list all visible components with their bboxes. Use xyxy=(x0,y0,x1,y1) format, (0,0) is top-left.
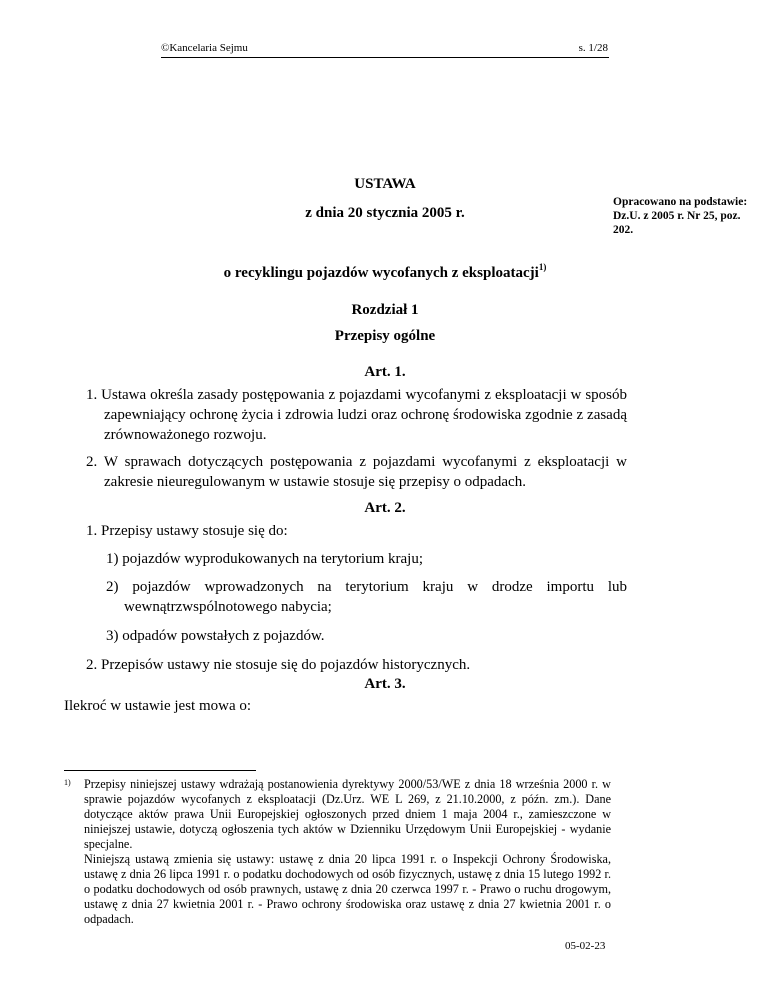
chapter-name: Przepisy ogólne xyxy=(334,328,436,344)
footnote-reference: 1) xyxy=(538,262,547,272)
act-type: USTAWA xyxy=(354,176,416,192)
footer-date: 05-02-23 xyxy=(565,940,606,952)
header-left: ©Kancelaria Sejmu xyxy=(161,42,248,54)
footnote xyxy=(64,777,611,927)
footnote-paragraph-1: Przepisy niniejszej ustawy wdrażają postanowienia dyrektywy 2000/53/WE z dnia 18 września 2000 r. w sprawie pojazdów wycofanych z eksploatacji (Dz.Urz. WE L 269, z 21.10.2000, z późn. zm.). Dane dotyczące aktów prawa Unii Europejskiej ogłoszonych przed dniem 1 maja 2004 r., zamieszczone w niniejszej ustawie, dotyczą ogłoszenia tych aktów w Dzienniku Urzędowym Unii Europejskiej - wydanie specjalne. xyxy=(84,777,611,851)
article-1-paragraph-1: 1. Ustawa określa zasady postępowania z pojazdami wycofanymi z eksploatacji w sposób zapewniający ochronę życia i zdrowia ludzi oraz ochronę środowiska zgodnie z zasadą zrównoważonego rozwoju. xyxy=(86,387,627,443)
footnote-mark: 1) xyxy=(64,778,71,787)
article-2-point-3: 3) odpadów powstałych z pojazdów. xyxy=(106,628,325,644)
footnote-rule xyxy=(64,770,256,771)
footnote-paragraph-2: Niniejszą ustawą zmienia się ustawy: ustawę z dnia 20 lipca 1991 r. o Inspekcji Ochrony Środowiska, ustawę z dnia 26 lipca 1991 r. o podatku dochodowych od osób fizycznych, ustawę z dnia 15 lutego 1992 r. o podatku dochodowych od osób prawnych, ustawę z dnia 20 czerwca 1997 r. - Prawo o ruchu drogowym, ustawę z dnia 27 kwietnia 2001 r. - Prawo ochrony środowiska oraz ustawę z dnia 27 kwietnia 2001 r. o odpadach. xyxy=(84,852,611,926)
act-date: z dnia 20 stycznia 2005 r. xyxy=(305,205,465,221)
article-2-heading: Art. 2. xyxy=(364,500,406,516)
article-2-point-2: 2) pojazdów wprowadzonych na terytorium kraju w drodze importu lub wewnątrzwspólnotowego nabycia; xyxy=(106,579,627,615)
source-note: Opracowano na podstawie: Dz.U. z 2005 r. Nr 25, poz. 202. xyxy=(613,196,748,236)
act-subject xyxy=(161,262,609,282)
article-3-intro: Ilekroć w ustawie jest mowa o: xyxy=(64,698,252,714)
article-3-heading: Art. 3. xyxy=(364,676,406,692)
article-2-point-1: 1) pojazdów wyprodukowanych na terytorium kraju; xyxy=(106,551,423,567)
act-subject-text: o recyklingu pojazdów wycofanych z eksploatacji xyxy=(223,265,539,281)
article-1-heading: Art. 1. xyxy=(364,364,406,380)
header-rule xyxy=(161,57,609,58)
article-1-paragraph-2: 2. W sprawach dotyczących postępowania z pojazdami wycofanymi z eksploatacji w zakresie nieuregulowanym w ustawie stosuje się przepisy o odpadach. xyxy=(86,454,627,490)
chapter-number: Rozdział 1 xyxy=(351,302,419,318)
article-2-intro: 1. Przepisy ustawy stosuje się do: xyxy=(86,523,288,539)
page-number: s. 1/28 xyxy=(578,42,608,54)
article-2-closing: 2. Przepisów ustawy nie stosuje się do pojazdów historycznych. xyxy=(86,657,471,673)
